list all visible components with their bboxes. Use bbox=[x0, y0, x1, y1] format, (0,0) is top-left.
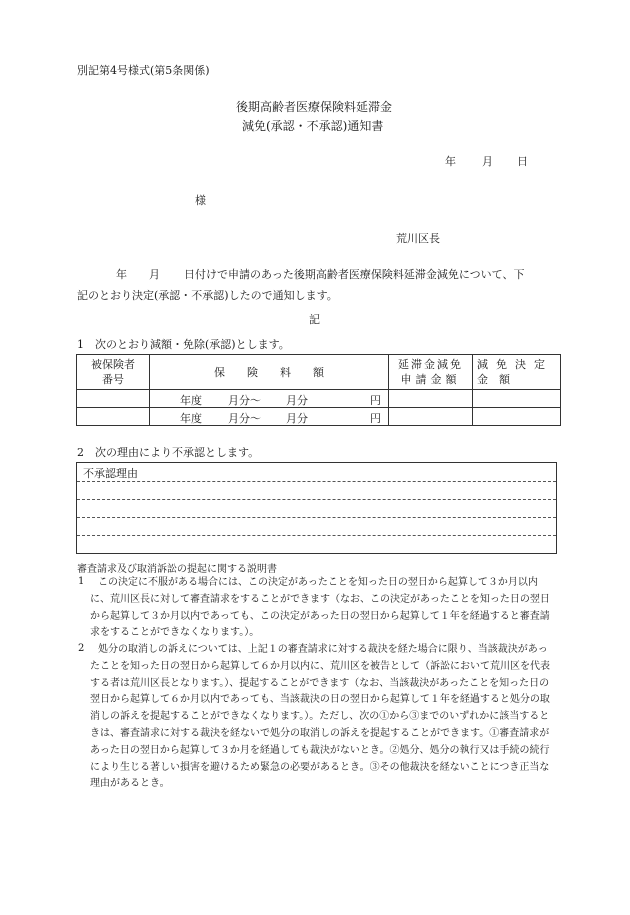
header-decision-amount: 減免決定 金 額 bbox=[473, 355, 561, 390]
application-amount-cell[interactable] bbox=[389, 408, 473, 426]
body-year: 年 bbox=[116, 268, 127, 281]
reason-line bbox=[77, 535, 556, 536]
header-insured-number: 被保険者 番号 bbox=[77, 355, 150, 390]
addressee-suffix: 様 bbox=[195, 194, 206, 207]
insured-number-cell[interactable] bbox=[77, 408, 150, 426]
reason-line bbox=[77, 499, 556, 500]
rejection-reason-box[interactable] bbox=[76, 462, 557, 554]
header-application-amount: 延滞金減免 申請金額 bbox=[389, 355, 473, 390]
reason-line bbox=[77, 481, 556, 482]
section-1-heading: 1 次のとおり減額・免除(承認)とします。 bbox=[77, 338, 290, 351]
guide-1-number: 1 bbox=[78, 576, 85, 587]
amount-table bbox=[76, 354, 561, 426]
guide-2-number: 2 bbox=[78, 643, 85, 654]
decision-amount-cell[interactable] bbox=[473, 390, 561, 408]
table-row bbox=[77, 408, 561, 426]
section-2-heading: 2 次の理由により不承認とします。 bbox=[77, 446, 260, 459]
reason-line bbox=[77, 517, 556, 518]
ki-label: 記 bbox=[309, 313, 320, 326]
body-line-2: 記のとおり決定(承認・不承認)したので通知します。 bbox=[77, 289, 338, 302]
guide-2-text: 処分の取消しの訴えについては、上記１の審査請求に対する裁決を経た場合に限り、当該裁決があったことを知った日の翌日から起算して６か月以内に、荒川区を被告として（訴訟において荒川区を代表する者は荒川区長となります。）、提起することができます（なお、当該裁決があったことを知った日の翌日から起算して６か月以内であっても、当該裁決の日の翌日から起算して１年を経過すると処分の取消しの訴えを提起することができなくなります。）。ただし、次の①から③までのいずれかに該当するときは、審査請求に対する裁決を経ないで処分の取消しの訴えを提起することができます。①審査請求があった日の翌日から起算して３か月を経過しても裁決がないとき。②処分、処分の執行又は手続の続行により生じる著しい損害を避けるため緊急の必要があるとき。③その他裁決を経ないことにつき正当な理由があるとき。 bbox=[90, 644, 550, 790]
premium-cell[interactable]: 年度 月分〜 月分 円 bbox=[150, 390, 389, 408]
body-month: 月 bbox=[149, 268, 160, 281]
rejection-reason-label: 不承認理由 bbox=[83, 467, 138, 480]
date-month: 月 bbox=[482, 155, 493, 168]
date-day: 日 bbox=[517, 155, 528, 168]
insured-number-cell[interactable] bbox=[77, 390, 150, 408]
decision-amount-cell[interactable] bbox=[473, 408, 561, 426]
header-premium-amount: 保 険 料 額 bbox=[150, 355, 389, 390]
premium-cell[interactable]: 年度 月分〜 月分 円 bbox=[150, 408, 389, 426]
form-reference: 別記第4号様式(第5条関係) bbox=[77, 64, 210, 77]
issuer: 荒川区長 bbox=[396, 232, 440, 245]
table-row bbox=[77, 390, 561, 408]
title-line-2: 減免(承認・不承認)通知書 bbox=[242, 119, 384, 133]
date-year: 年 bbox=[445, 155, 456, 168]
guide-1-text: この決定に不服がある場合には、この決定があったことを知った日の翌日から起算して３か月以内に、荒川区長に対して審査請求をすることができます（なお、この決定があったことを知った日の翌日から起算して３か月以内であっても、この決定があった日の翌日から起算して１年を経過すると審査請求をすることができなくなります。）。 bbox=[90, 577, 550, 639]
title-line-1: 後期高齢者医療保険料延滞金 bbox=[236, 100, 393, 114]
body-line-1: 日付けで申請のあった後期高齢者医療保険料延滞金減免について、下 bbox=[184, 268, 525, 281]
guide-title: 審査請求及び取消訴訟の提起に関する説明書 bbox=[77, 564, 277, 575]
application-amount-cell[interactable] bbox=[389, 390, 473, 408]
